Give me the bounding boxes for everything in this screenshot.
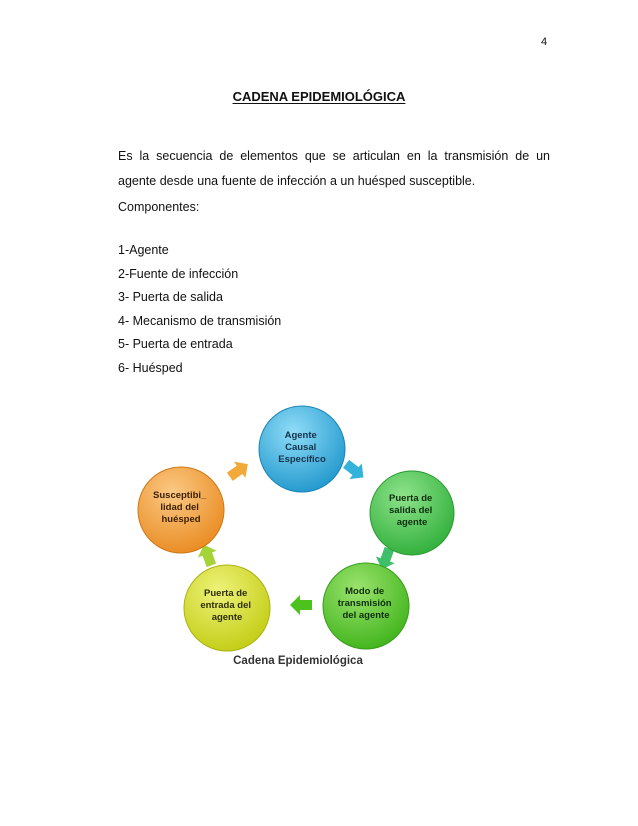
svg-text:Agente Causal <box>278 430 326 465</box>
node-text: Causal <box>285 442 317 453</box>
component-item: 2-Fuente de infección <box>118 266 239 281</box>
node-text: del agente <box>342 610 390 621</box>
node-puerta-entrada <box>184 565 270 651</box>
node-text: Específico <box>278 454 326 465</box>
cycle-arrow <box>340 456 370 485</box>
diagram-caption: Cadena Epidemiológica <box>233 655 363 667</box>
component-item: 3- Puerta de salida <box>118 290 223 304</box>
node-text: Puerta de <box>204 588 248 599</box>
component-item: 5- Puerta de entrada <box>118 337 233 351</box>
svg-text:Modo de transmisión <box>338 586 395 621</box>
cycle-arrow <box>290 595 312 615</box>
intro-paragraph: Es la secuencia de elementos que se articulan en la transmisión de un agente desde una fuente de infección a un huésped susceptible. <box>118 149 550 188</box>
node-text: lidad del <box>160 502 199 513</box>
cycle-arrow <box>224 456 253 485</box>
node-agente-causal <box>259 406 345 492</box>
component-item: 6- Huésped <box>118 360 183 375</box>
page-number: 4 <box>541 36 548 48</box>
components-label: Componentes: <box>118 200 200 214</box>
node-text: Modo de <box>345 586 385 597</box>
node-text: huésped <box>161 514 201 525</box>
node-text: Susceptibi_ <box>153 490 207 501</box>
node-text: Agente <box>284 430 317 441</box>
node-puerta-salida <box>370 471 454 555</box>
node-text: Puerta de <box>389 493 433 504</box>
node-text: entrada del <box>200 600 252 611</box>
component-item: 4- Mecanismo de transmisión <box>118 313 282 328</box>
component-item: 1-Agente <box>118 243 169 257</box>
node-text: salida del <box>389 505 433 516</box>
components-list <box>118 239 281 380</box>
node-text: agente <box>396 517 428 528</box>
node-text: agente <box>211 612 243 623</box>
title-text: CADENA EPIDEMIOLÓGICA <box>232 89 406 104</box>
node-modo-transmision <box>323 563 409 649</box>
epidemiological-chain-diagram <box>130 398 460 680</box>
node-text: transmisión <box>337 598 392 609</box>
node-susceptibilidad <box>138 467 224 553</box>
page-title <box>0 89 638 104</box>
